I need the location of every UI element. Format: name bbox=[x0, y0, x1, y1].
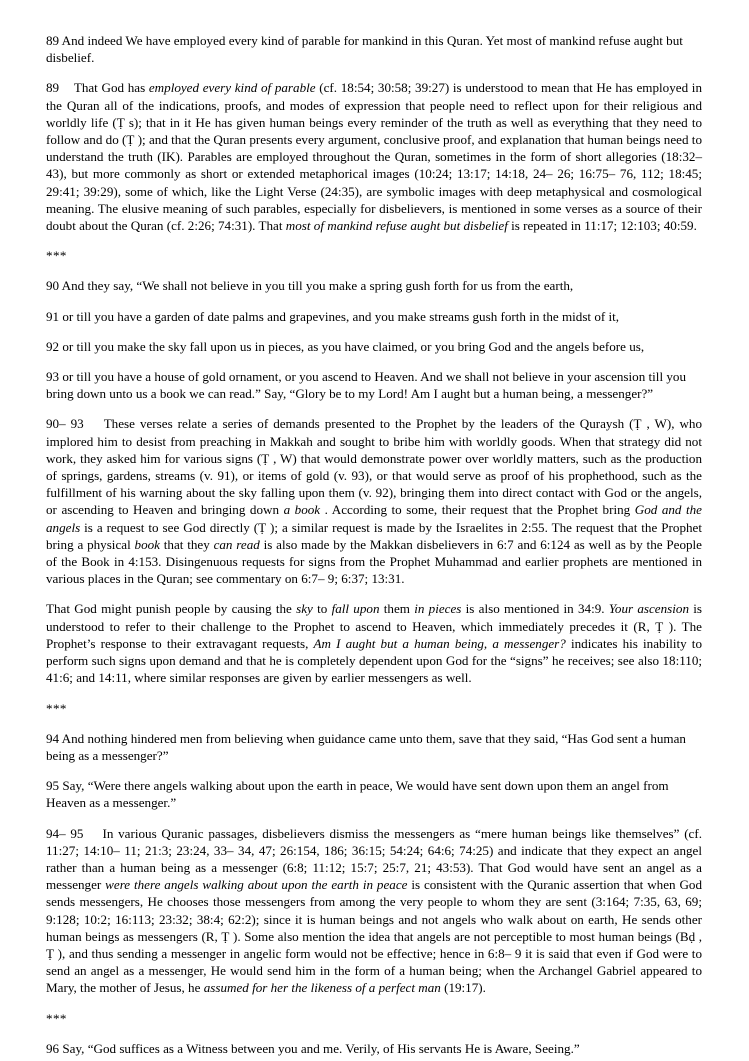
commentary-94-95 bbox=[46, 825, 702, 997]
verse-92: 92 or till you make the sky fall upon us in pieces, as you have claimed, or you bring God and the angels before us, bbox=[46, 338, 645, 354]
italic-phrase: employed every kind of parable bbox=[148, 80, 316, 96]
italic-phrase: in pieces bbox=[414, 601, 462, 617]
label-gap bbox=[84, 416, 104, 431]
italic-phrase: assumed for her the likeness of a perfect man bbox=[203, 980, 441, 996]
text-run: them bbox=[379, 601, 415, 617]
italic-phrase: God and the angels bbox=[46, 502, 702, 535]
divider-1: *** bbox=[46, 248, 67, 264]
commentary-90-93 bbox=[46, 415, 702, 587]
verse-93: 93 or till you have a house of gold ornament, or you ascend to Heaven. And we shall not believe in your ascension till you bring down unto us a book we can read.” Say, “Glory be to my Lord! Am I aught but a human being, a messenger?” bbox=[46, 369, 686, 402]
italic-phrase: fall upon bbox=[331, 601, 380, 617]
text-run: is understood to refer to their challenge to the Prophet to ascend to Heaven, which immediately precedes it (R, Ṭ ). The Prophet’s response to their extravagant requests, bbox=[46, 601, 702, 651]
verse-96: 96 Say, “God suffices as a Witness between you and me. Verily, of His servants He is Aware, Seeing.” bbox=[46, 1040, 580, 1056]
page-content bbox=[46, 32, 702, 1061]
text-run: That God has bbox=[73, 80, 149, 96]
commentary-89 bbox=[46, 79, 702, 234]
text-run: That God might punish people by causing the bbox=[46, 601, 297, 617]
verse-90: 90 And they say, “We shall not believe in you till you make a spring gush forth for us from the earth, bbox=[46, 278, 574, 294]
label-gap bbox=[59, 80, 74, 95]
text-run: that they bbox=[159, 536, 214, 552]
verse-91: 91 or till you have a garden of date palms and grapevines, and you make streams gush forth in the midst of it, bbox=[46, 308, 620, 324]
italic-phrase: were there angels walking about upon the earth in peace bbox=[105, 877, 408, 893]
text-run: These verses relate a series of demands presented to the Prophet by the leaders of the Quraysh (Ṭ , W), who implored him to desist from preaching in Makkah and sought to bribe him with worldly goods. When that strategy did not work, they asked him for various signs (Ṭ , W) that would demonstrate power over worldly matters, such as the production of springs, gardens, streams (v. 91), or items of gold (v. 93), or that would serve as proof of his prophethood, such as the fulfillment of his warning about the sky falling upon them (v. 92), bringing them into direct contact with God or the angels, or ascending to Heaven and bringing down bbox=[46, 416, 703, 518]
text-run: (19:17). bbox=[440, 980, 486, 996]
commentary-label: 94– 95 bbox=[46, 825, 84, 841]
italic-phrase: Your ascension bbox=[608, 601, 689, 617]
text-run: is also mentioned in 34:9. bbox=[461, 601, 609, 617]
text-run: is also made by the Makkan disbelievers in 6:7 and 6:124 as well as by the People of the Book in 4:153. Disingenuous requests for signs from the Prophet Muhammad and earlier prophets are mentioned in various places in the Quran; see commentary on 6:7– 9; 6:37; 13:31. bbox=[46, 536, 702, 587]
italic-phrase: most of mankind refuse aught but disbelief bbox=[285, 218, 508, 234]
text-run: . According to some, their request that the Prophet bring bbox=[320, 502, 635, 518]
italic-phrase: a book bbox=[283, 502, 321, 518]
text-run: is repeated in 11:17; 12:103; 40:59. bbox=[507, 218, 697, 234]
italic-phrase: sky bbox=[296, 601, 313, 617]
italic-phrase: Am I aught but a human being, a messenger? bbox=[313, 635, 566, 651]
text-run: is consistent with the Quranic assertion that when God sends messengers, He chooses those messengers from among the very people to whom they are sent (3:164; 7:35, 63, 69; 9:128; 10:2; 16:113; 23:32; 38:4; 62:2); since it is human beings and not angels who walk about on earth, He sends other human beings as messengers (R, Ṭ ). Some also mention the idea that angels are not perceptible to most human beings (Bḍ , Ṭ ), and thus sending a messenger in angelic form would not be effective; hence in 6:8– 9 it is said that even if God were to send an angel as a messenger, He would send him in the form of a human being; when the Archangel Gabriel appeared to Mary, the mother of Jesus, he bbox=[46, 877, 702, 996]
divider-3: *** bbox=[46, 1010, 67, 1026]
label-gap bbox=[83, 826, 102, 841]
divider-2: *** bbox=[46, 700, 67, 716]
commentary-label: 90– 93 bbox=[46, 416, 84, 432]
verse-89: 89 And indeed We have employed every kind of parable for mankind in this Quran. Yet most of mankind refuse aught but disbelief. bbox=[46, 33, 683, 66]
verse-94: 94 And nothing hindered men from believing when guidance came unto them, save that they said, “Has God sent a human being as a messenger?” bbox=[46, 730, 686, 763]
paragraph-ascension bbox=[46, 600, 702, 686]
italic-phrase: can read bbox=[213, 536, 260, 552]
italic-phrase: book bbox=[134, 536, 160, 552]
text-run: is a request to see God directly (Ṭ ); a similar request is made by the Israelites in 2:55. The request that the Prophet bring a physical bbox=[46, 519, 702, 552]
verse-95: 95 Say, “Were there angels walking about upon the earth in peace, We would have sent down upon them an angel from Heaven as a messenger.” bbox=[46, 778, 669, 811]
text-run: (cf. 18:54; 30:58; 39:27) is understood to mean that He has employed in the Quran all of the indications, proofs, and modes of expression that people need to reflect upon for their religious and worldly life (Ṭ s); that in it He has given human beings every reminder of the truth as well as everything that they need to follow and do (Ṭ ); and that the Quran presents every argument, conclusive proof, and explanation that human beings need to understand the truth (IK). Parables are employed throughout the Quran, sometimes in the form of short allegories (18:32– 43), but more commonly as short or extended metaphorical images (10:24; 13:17; 14:18, 24– 26; 16:75– 76, 112; 18:45; 29:41; 39:29), some of which, like the Light Verse (24:35), are symbolic images with deep metaphysical and cosmological meaning. The elusive meaning of such parables, especially for disbelievers, is mentioned in some verses as a source of their doubt about the Quran (cf. 2:26; 74:31). That bbox=[46, 80, 702, 234]
commentary-label: 89 bbox=[46, 80, 60, 96]
text-run: indicates his inability to perform such signs upon demand and that he is completely dependent upon God for the “signs” he receives; see also 18:110; 41:6; and 14:11, where similar responses are given by earlier messengers as well. bbox=[46, 635, 702, 686]
text-run: In various Quranic passages, disbelievers dismiss the messengers as “mere human beings like themselves” (cf. 11:27; 14:10– 11; 21:3; 23:24, 33– 34, 47; 26:154, 186; 36:15; 54:24; 64:6; 74:25) and indicate that they expect an angel rather than a human being as a messenger (6:8; 11:12; 15:7; 25:7, 21; 43:53). That God would have sent an angel as a messenger bbox=[46, 825, 703, 893]
text-run: to bbox=[312, 601, 332, 617]
